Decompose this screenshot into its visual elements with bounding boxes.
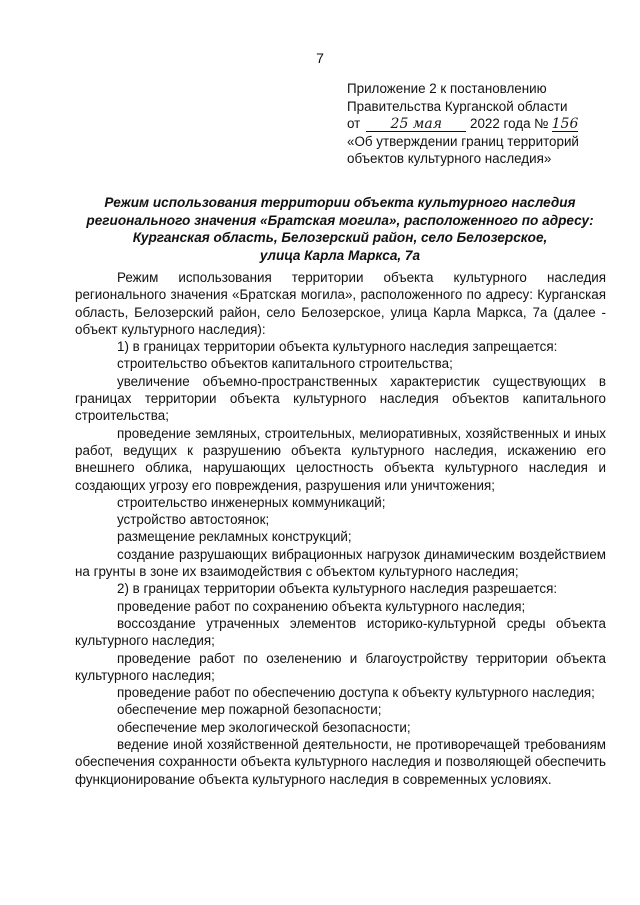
title-line-2: регионального значения «Братская могила», расположенного по адресу: bbox=[86, 212, 594, 228]
list-item: проведение земляных, строительных, мелиоративных, хозяйственных и иных работ, ведущих к разрушению объекта культурного наследия, искажению его внешнего облика, нарушающих целостность объекта культурного наследия и создающих угрозу его повреждения, разрушения или уничтожения; bbox=[75, 425, 606, 493]
list-item: проведение работ по озеленению и благоустройству территории объекта культурного наследия; bbox=[75, 650, 606, 683]
appendix-line-1: Приложение 2 к постановлению bbox=[347, 81, 547, 96]
page-number: 7 bbox=[316, 50, 324, 66]
list-item: устройство автостоянок; bbox=[117, 512, 270, 528]
document-body bbox=[75, 269, 606, 788]
appendix-line-5: объектов культурного наследия» bbox=[347, 151, 552, 166]
list-item: обеспечение мер пожарной безопасности; bbox=[117, 702, 382, 718]
list-item: ведение иной хозяйственной деятельности, не противоречащей требованиям обеспечения сохранности объекта культурного наследия и позволяющей обеспечить функционирование объекта культурного наследия в современных условиях. bbox=[75, 737, 606, 787]
list-item: проведение работ по сохранению объекта культурного наследия; bbox=[117, 598, 526, 614]
paragraph-prohibited-heading: 1) в границах территории объекта культурного наследия запрещается: bbox=[117, 339, 558, 355]
list-item: увеличение объемно-пространственных характеристик существующих в границах территории объекта культурного наследия объектов капитального строительства; bbox=[75, 373, 606, 424]
appendix-header bbox=[347, 80, 627, 168]
list-item: размещение рекламных конструкций; bbox=[117, 529, 352, 545]
year-text: 2022 года № bbox=[470, 116, 549, 131]
list-item: строительство объектов капитального строительства; bbox=[117, 356, 453, 372]
handwritten-date: 25 мая bbox=[366, 117, 466, 132]
handwritten-number: 156 bbox=[551, 116, 579, 132]
date-prefix: от bbox=[347, 116, 361, 131]
paragraph-intro: Режим использования территории объекта культурного наследия регионального значения «Братская могила», расположенного по адресу: Курганская область, Белозерский район, село Белозерское, улица Карла Маркса, 7а (далее - объект культурного наследия): bbox=[75, 270, 606, 337]
appendix-line-4: «Об утверждении границ территорий bbox=[347, 133, 579, 149]
appendix-line-2: Правительства Курганской области bbox=[347, 98, 568, 114]
list-item: строительство инженерных коммуникаций; bbox=[117, 494, 386, 510]
list-item: создание разрушающих вибрационных нагрузок динамическим воздействием на грунты в зоне их взаимодействия с объектом культурного наследия; bbox=[75, 546, 606, 580]
title-line-4: улица Карла Маркса, 7а bbox=[259, 247, 421, 263]
list-item: воссоздание утраченных элементов историко-культурной среды объекта культурного наследия; bbox=[75, 615, 606, 649]
list-item: проведение работ по обеспечению доступа к объекту культурного наследия; bbox=[117, 685, 595, 701]
paragraph-allowed-heading: 2) в границах территории объекта культурного наследия разрешается: bbox=[117, 581, 558, 597]
appendix-date-line bbox=[347, 115, 627, 133]
title-line-1: Режим использования территории объекта культурного наследия bbox=[104, 195, 576, 210]
document-title bbox=[72, 194, 608, 264]
title-line-3: Курганская область, Белозерский район, село Белозерское, bbox=[132, 230, 548, 245]
list-item: обеспечение мер экологической безопасности; bbox=[117, 719, 411, 735]
